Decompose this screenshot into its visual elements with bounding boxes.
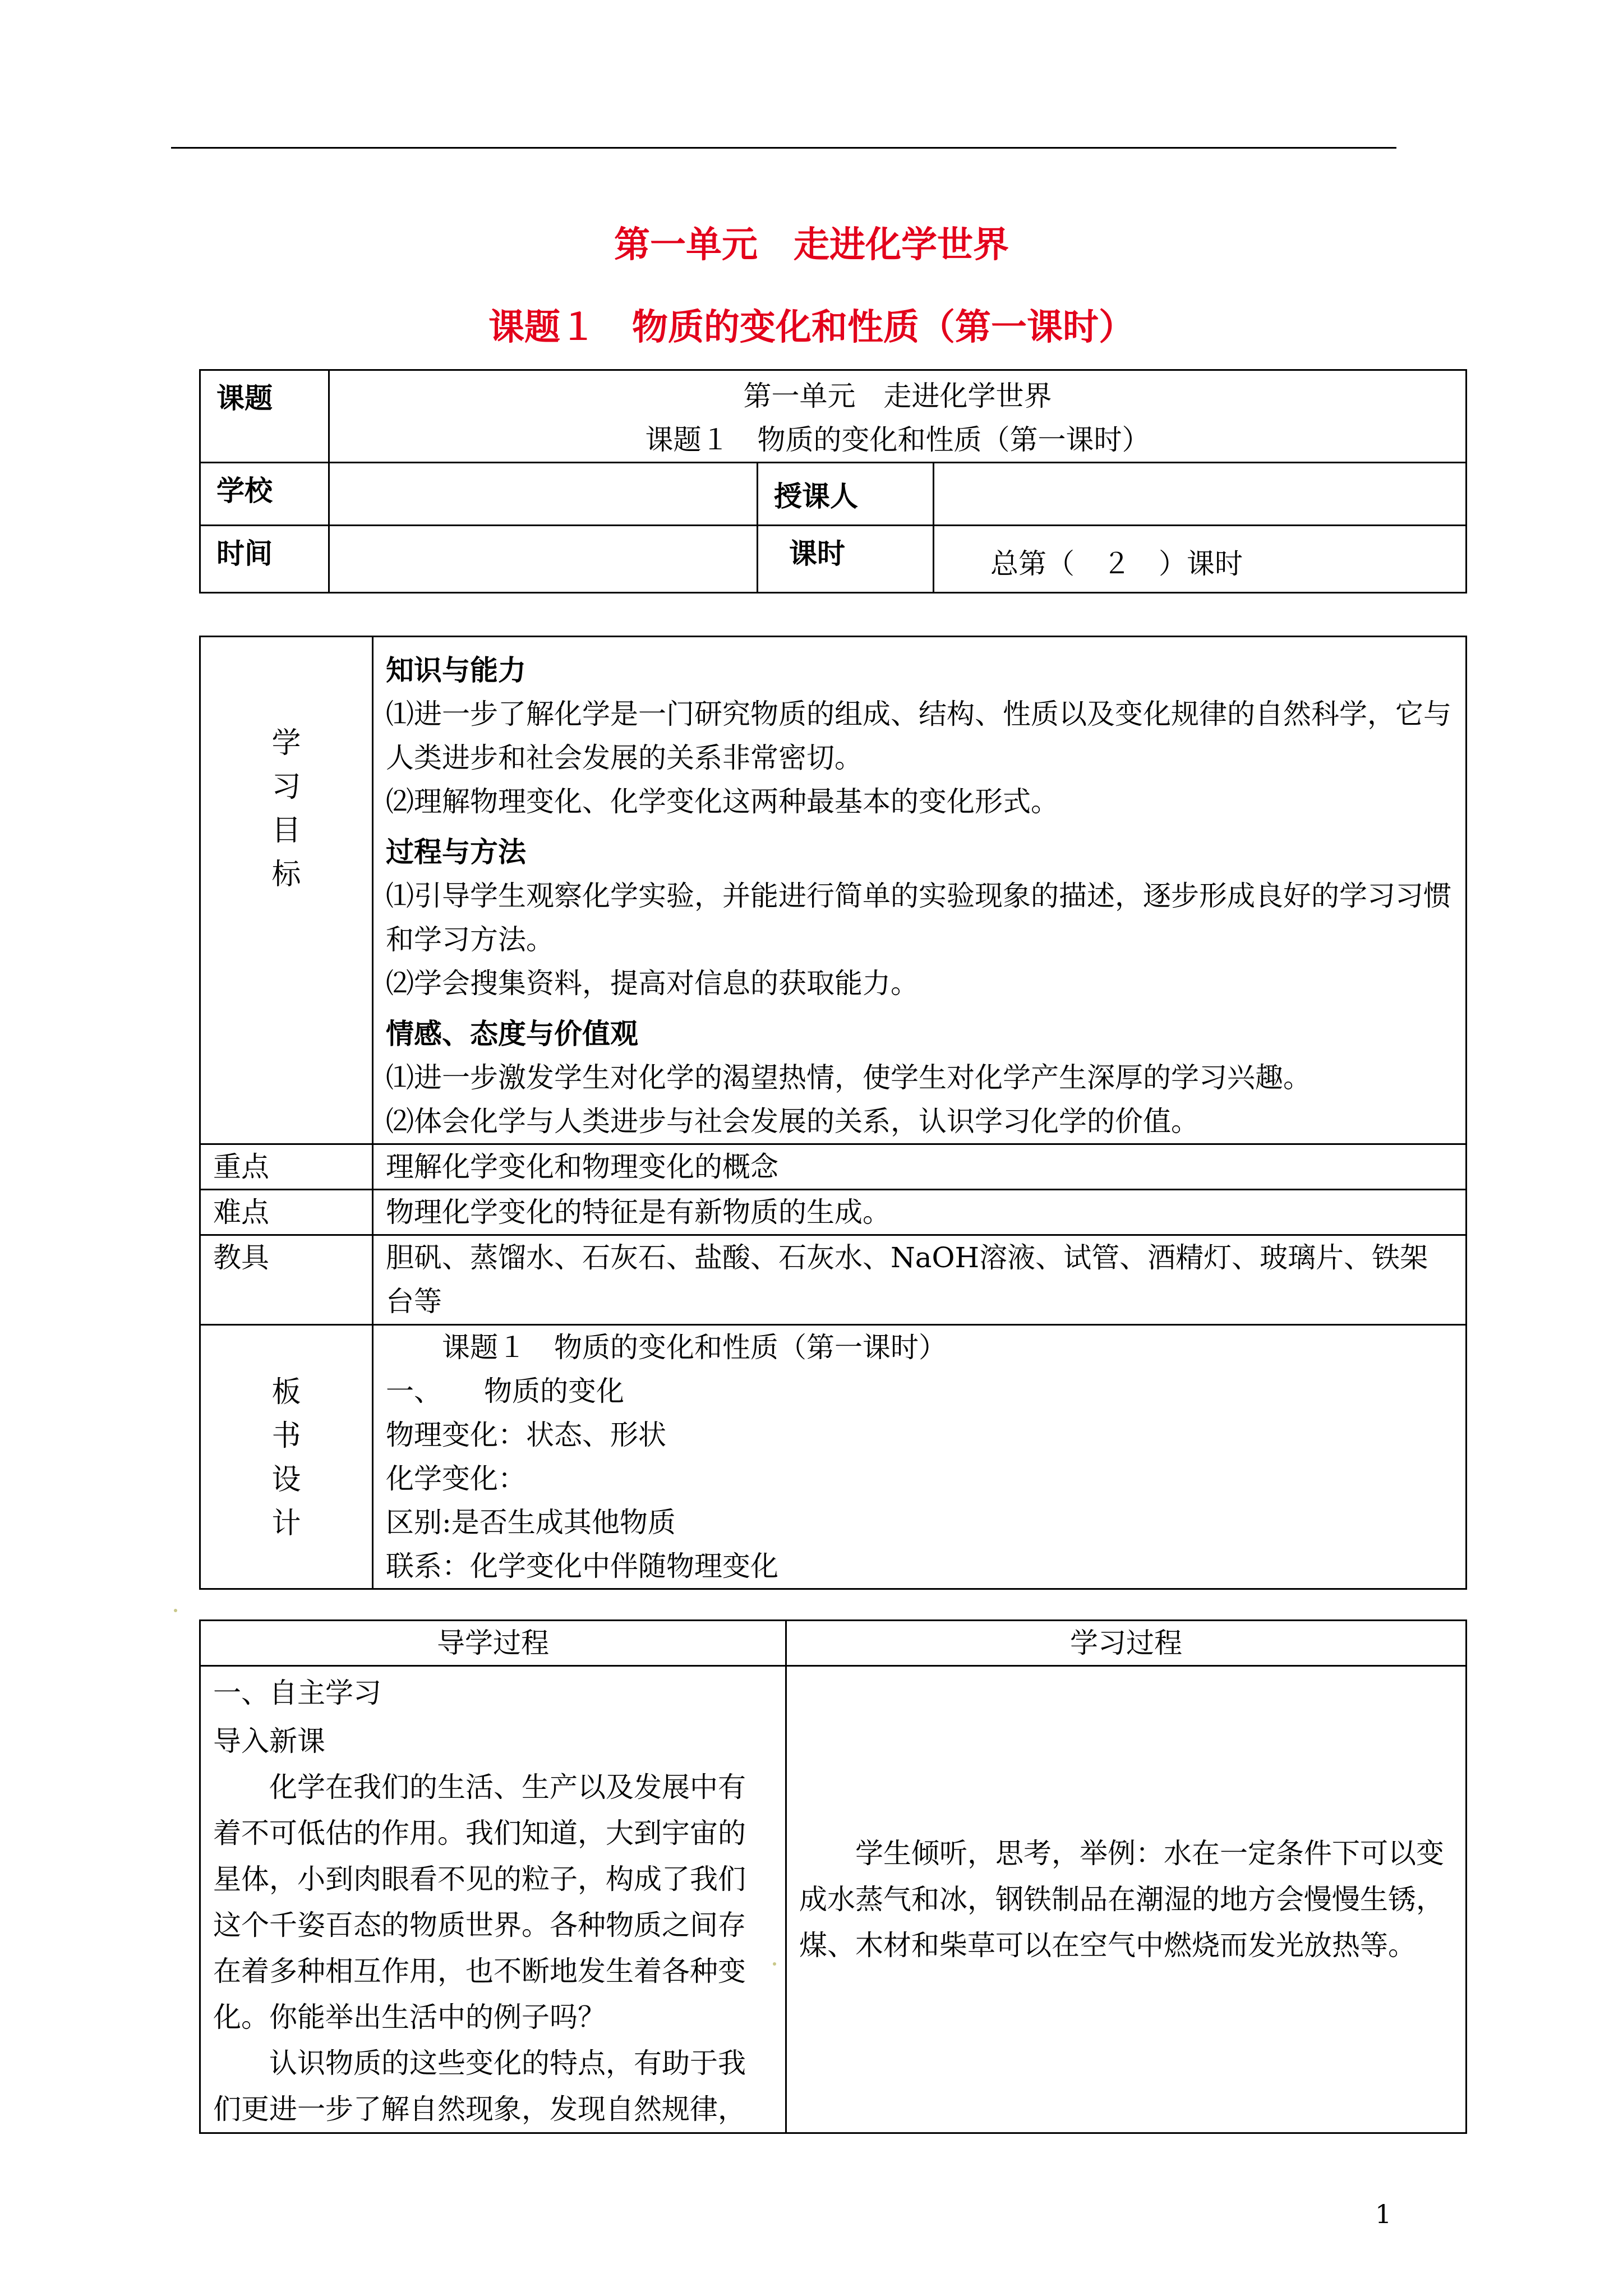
key-value: 理解化学变化和物理变化的概念: [373, 1144, 1467, 1190]
teacher-value: [934, 463, 1467, 526]
objectives-char: 习: [271, 770, 301, 804]
process-heading: 过程与方法: [386, 836, 526, 868]
info-table: [199, 369, 1467, 593]
topic-line-1: 第一单元 走进化学世界: [743, 380, 1052, 412]
objectives-label: [200, 637, 373, 1144]
attitude-item-2: ⑵体会化学与人类进步与社会发展的关系，认识学习化学的价值。: [386, 1105, 1199, 1138]
unit-title: 第一单元 走进化学世界: [614, 224, 1009, 266]
col-learn-header: 学习过程: [786, 1621, 1467, 1666]
header-rule: [171, 147, 1396, 149]
page-number: 1: [1375, 2199, 1392, 2229]
board-line-1: 一、 物质的变化: [386, 1375, 624, 1407]
scan-speck: [773, 1962, 776, 1966]
board-label: [200, 1325, 373, 1589]
attitude-item-1: ⑴进一步激发学生对化学的渴望热情，使学生对化学产生深厚的学习兴趣。: [386, 1061, 1311, 1094]
section-1-heading: 一、自主学习: [213, 1677, 381, 1709]
objectives-char: 学: [271, 726, 301, 760]
key-label: 重点: [200, 1144, 373, 1190]
knowledge-item-2: ⑵理解物理变化、化学变化这两种最基本的变化形式。: [386, 785, 1059, 818]
school-value: [329, 463, 758, 526]
lesson-title: 课题１ 物质的变化和性质（第一课时）: [488, 307, 1135, 348]
attitude-heading: 情感、态度与价值观: [386, 1018, 638, 1050]
process-table: [199, 1619, 1467, 2134]
scan-speck: [174, 1609, 177, 1612]
board-line-3: 化学变化：: [386, 1462, 526, 1495]
board-char: 板: [271, 1375, 301, 1409]
board-title: 课题１ 物质的变化和性质（第一课时）: [442, 1331, 947, 1364]
objectives-char: 目: [271, 814, 301, 848]
intro-heading: 导入新课: [213, 1725, 325, 1757]
intro-paragraph-2: 认识物质的这些变化的特点，有助于我们更进一步了解自然现象，发现自然规律，: [213, 2047, 746, 2125]
teacher-label: 授课人: [758, 463, 934, 526]
col-guide-header: 导学过程: [200, 1621, 786, 1666]
process-item-1: ⑴引导学生观察化学实验，并能进行简单的实验现象的描述，逐步形成良好的学习习惯和学习方法。: [386, 880, 1451, 956]
difficulty-value: 物理化学变化的特征是有新物质的生成。: [373, 1190, 1467, 1235]
board-line-5: 联系：化学变化中伴随物理变化: [386, 1550, 778, 1582]
process-item-2: ⑵学会搜集资料，提高对信息的获取能力。: [386, 967, 919, 1000]
student-response: 学生倾听，思考，举例：水在一定条件下可以变成水蒸气和冰，钢铁制品在潮湿的地方会慢慢生锈，煤、木材和柴草可以在空气中燃烧而发光放热等。: [786, 1666, 1467, 2133]
difficulty-label: 难点: [200, 1190, 373, 1235]
period-label: 课时: [758, 526, 934, 593]
knowledge-item-1: ⑴进一步了解化学是一门研究物质的组成、结构、性质以及变化规律的自然科学，它与人类进步和社会发展的关系非常密切。: [386, 698, 1451, 774]
school-label: 学校: [200, 463, 329, 526]
board-char: 书: [271, 1419, 301, 1453]
tools-label: 教具: [200, 1235, 373, 1325]
objectives-table: [199, 636, 1467, 1590]
tools-value: 胆矾、蒸馏水、石灰石、盐酸、石灰水、NaOH溶液、试管、酒精灯、玻璃片、铁架台等: [373, 1235, 1467, 1325]
objectives-char: 标: [271, 858, 301, 891]
board-char: 设: [271, 1463, 301, 1497]
board-line-4: 区别:是否生成其他物质: [386, 1506, 676, 1539]
topic-label: 课题: [200, 370, 329, 463]
period-value: 总第（ ２ ）课时: [934, 526, 1467, 593]
board-line-2: 物理变化：状态、形状: [386, 1419, 666, 1451]
time-value: [329, 526, 758, 593]
intro-paragraph-1: 化学在我们的生活、生产以及发展中有着不可低估的作用。我们知道，大到宇宙的星体，小到肉眼看不见的粒子，构成了我们这个千姿百态的物质世界。各种物质之间存在着多种相互作用，也不断地发生着各种变化。你能举出生活中的例子吗？: [213, 1771, 746, 2033]
time-label: 时间: [200, 526, 329, 593]
knowledge-heading: 知识与能力: [386, 654, 526, 687]
board-char: 计: [271, 1507, 301, 1540]
topic-line-2: 课题１ 物质的变化和性质（第一课时）: [645, 424, 1150, 456]
